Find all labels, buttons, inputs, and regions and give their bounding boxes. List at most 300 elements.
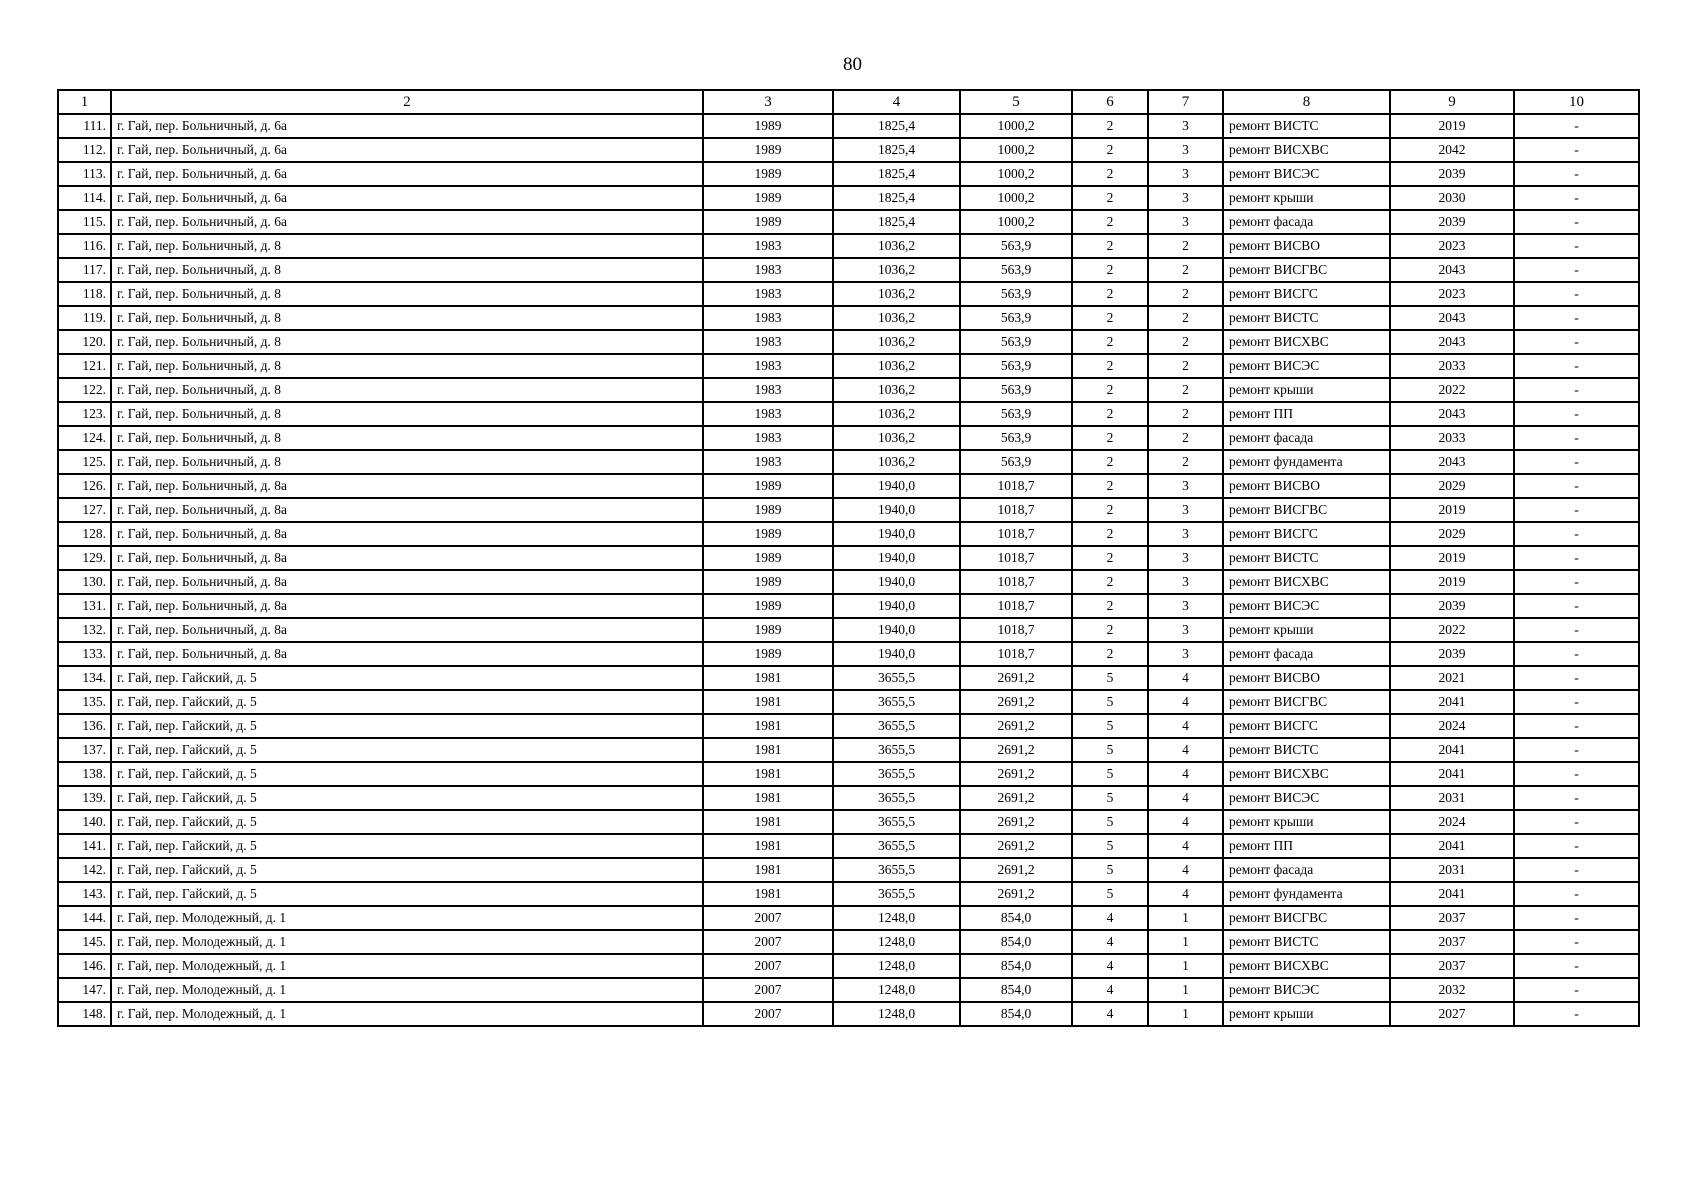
note-cell: - xyxy=(1514,522,1639,546)
entrances-cell: 3 xyxy=(1148,162,1223,186)
entrances-cell: 3 xyxy=(1148,570,1223,594)
row-number: 141. xyxy=(58,834,111,858)
planned-year-cell: 2024 xyxy=(1390,714,1514,738)
planned-year-cell: 2019 xyxy=(1390,546,1514,570)
column-header-3: 3 xyxy=(703,90,833,114)
page-number: 80 xyxy=(843,54,862,75)
floors-cell: 2 xyxy=(1072,258,1148,282)
total-area-cell: 1940,0 xyxy=(833,618,960,642)
year-built-cell: 1989 xyxy=(703,594,833,618)
year-built-cell: 1983 xyxy=(703,378,833,402)
total-area-cell: 1036,2 xyxy=(833,426,960,450)
year-built-cell: 2007 xyxy=(703,978,833,1002)
note-cell: - xyxy=(1514,954,1639,978)
table-row xyxy=(58,834,1639,858)
total-area-cell: 3655,5 xyxy=(833,762,960,786)
address-cell: г. Гай, пер. Молодежный, д. 1 xyxy=(111,978,703,1002)
floors-cell: 2 xyxy=(1072,498,1148,522)
floors-cell: 5 xyxy=(1072,762,1148,786)
floors-cell: 4 xyxy=(1072,1002,1148,1026)
note-cell: - xyxy=(1514,162,1639,186)
floors-cell: 5 xyxy=(1072,690,1148,714)
year-built-cell: 1983 xyxy=(703,306,833,330)
work-type-cell: ремонт ВИСЭС xyxy=(1223,354,1390,378)
floors-cell: 2 xyxy=(1072,402,1148,426)
planned-year-cell: 2031 xyxy=(1390,858,1514,882)
work-type-cell: ремонт ВИСХВС xyxy=(1223,330,1390,354)
year-built-cell: 1981 xyxy=(703,882,833,906)
planned-year-cell: 2033 xyxy=(1390,354,1514,378)
floors-cell: 5 xyxy=(1072,666,1148,690)
entrances-cell: 2 xyxy=(1148,282,1223,306)
year-built-cell: 1989 xyxy=(703,522,833,546)
entrances-cell: 1 xyxy=(1148,906,1223,930)
entrances-cell: 2 xyxy=(1148,234,1223,258)
living-area-cell: 1000,2 xyxy=(960,186,1072,210)
year-built-cell: 1983 xyxy=(703,426,833,450)
planned-year-cell: 2041 xyxy=(1390,834,1514,858)
floors-cell: 5 xyxy=(1072,786,1148,810)
row-number: 124. xyxy=(58,426,111,450)
year-built-cell: 1989 xyxy=(703,570,833,594)
total-area-cell: 1248,0 xyxy=(833,954,960,978)
year-built-cell: 1983 xyxy=(703,282,833,306)
total-area-cell: 1036,2 xyxy=(833,258,960,282)
row-number: 132. xyxy=(58,618,111,642)
row-number: 118. xyxy=(58,282,111,306)
total-area-cell: 1940,0 xyxy=(833,570,960,594)
floors-cell: 2 xyxy=(1072,474,1148,498)
note-cell: - xyxy=(1514,594,1639,618)
total-area-cell: 1825,4 xyxy=(833,162,960,186)
work-type-cell: ремонт ВИСХВС xyxy=(1223,954,1390,978)
planned-year-cell: 2043 xyxy=(1390,402,1514,426)
table-row xyxy=(58,498,1639,522)
total-area-cell: 1036,2 xyxy=(833,330,960,354)
entrances-cell: 1 xyxy=(1148,1002,1223,1026)
planned-year-cell: 2039 xyxy=(1390,210,1514,234)
table-row xyxy=(58,714,1639,738)
living-area-cell: 1018,7 xyxy=(960,522,1072,546)
planned-year-cell: 2033 xyxy=(1390,426,1514,450)
table-row xyxy=(58,426,1639,450)
living-area-cell: 563,9 xyxy=(960,354,1072,378)
table-row xyxy=(58,354,1639,378)
planned-year-cell: 2041 xyxy=(1390,690,1514,714)
work-type-cell: ремонт крыши xyxy=(1223,378,1390,402)
year-built-cell: 1981 xyxy=(703,810,833,834)
address-cell: г. Гай, пер. Больничный, д. 8а xyxy=(111,642,703,666)
entrances-cell: 3 xyxy=(1148,210,1223,234)
note-cell: - xyxy=(1514,138,1639,162)
column-header-1: 1 xyxy=(58,90,111,114)
note-cell: - xyxy=(1514,666,1639,690)
entrances-cell: 1 xyxy=(1148,954,1223,978)
work-type-cell: ремонт ВИСГС xyxy=(1223,282,1390,306)
address-cell: г. Гай, пер. Больничный, д. 8а xyxy=(111,618,703,642)
note-cell: - xyxy=(1514,1002,1639,1026)
entrances-cell: 4 xyxy=(1148,738,1223,762)
year-built-cell: 1983 xyxy=(703,330,833,354)
work-type-cell: ремонт ВИСТС xyxy=(1223,306,1390,330)
entrances-cell: 3 xyxy=(1148,546,1223,570)
address-cell: г. Гай, пер. Больничный, д. 6а xyxy=(111,210,703,234)
table-row xyxy=(58,762,1639,786)
table-row xyxy=(58,570,1639,594)
table-row xyxy=(58,882,1639,906)
address-cell: г. Гай, пер. Больничный, д. 6а xyxy=(111,114,703,138)
floors-cell: 4 xyxy=(1072,954,1148,978)
table-row xyxy=(58,978,1639,1002)
floors-cell: 5 xyxy=(1072,738,1148,762)
table-row xyxy=(58,690,1639,714)
address-cell: г. Гай, пер. Больничный, д. 8 xyxy=(111,402,703,426)
entrances-cell: 3 xyxy=(1148,498,1223,522)
entrances-cell: 2 xyxy=(1148,402,1223,426)
year-built-cell: 1989 xyxy=(703,162,833,186)
address-cell: г. Гай, пер. Гайский, д. 5 xyxy=(111,714,703,738)
floors-cell: 2 xyxy=(1072,450,1148,474)
table-body xyxy=(58,114,1639,1026)
table-row xyxy=(58,594,1639,618)
planned-year-cell: 2039 xyxy=(1390,594,1514,618)
living-area-cell: 854,0 xyxy=(960,978,1072,1002)
living-area-cell: 1000,2 xyxy=(960,138,1072,162)
floors-cell: 5 xyxy=(1072,714,1148,738)
entrances-cell: 2 xyxy=(1148,306,1223,330)
planned-year-cell: 2037 xyxy=(1390,930,1514,954)
total-area-cell: 1036,2 xyxy=(833,402,960,426)
living-area-cell: 854,0 xyxy=(960,954,1072,978)
address-cell: г. Гай, пер. Больничный, д. 8 xyxy=(111,378,703,402)
address-cell: г. Гай, пер. Больничный, д. 8а xyxy=(111,594,703,618)
row-number: 145. xyxy=(58,930,111,954)
total-area-cell: 1036,2 xyxy=(833,282,960,306)
planned-year-cell: 2037 xyxy=(1390,906,1514,930)
table-row xyxy=(58,546,1639,570)
entrances-cell: 2 xyxy=(1148,378,1223,402)
address-cell: г. Гай, пер. Молодежный, д. 1 xyxy=(111,906,703,930)
row-number: 144. xyxy=(58,906,111,930)
floors-cell: 2 xyxy=(1072,114,1148,138)
address-cell: г. Гай, пер. Гайский, д. 5 xyxy=(111,834,703,858)
planned-year-cell: 2021 xyxy=(1390,666,1514,690)
floors-cell: 5 xyxy=(1072,858,1148,882)
row-number: 113. xyxy=(58,162,111,186)
note-cell: - xyxy=(1514,858,1639,882)
table-row xyxy=(58,1002,1639,1026)
address-cell: г. Гай, пер. Больничный, д. 8 xyxy=(111,306,703,330)
total-area-cell: 1940,0 xyxy=(833,474,960,498)
living-area-cell: 854,0 xyxy=(960,930,1072,954)
entrances-cell: 4 xyxy=(1148,690,1223,714)
note-cell: - xyxy=(1514,450,1639,474)
row-number: 125. xyxy=(58,450,111,474)
row-number: 122. xyxy=(58,378,111,402)
work-type-cell: ремонт ВИСХВС xyxy=(1223,570,1390,594)
floors-cell: 2 xyxy=(1072,138,1148,162)
year-built-cell: 2007 xyxy=(703,1002,833,1026)
note-cell: - xyxy=(1514,546,1639,570)
work-type-cell: ремонт ПП xyxy=(1223,402,1390,426)
table-row xyxy=(58,858,1639,882)
work-type-cell: ремонт ВИСГВС xyxy=(1223,906,1390,930)
year-built-cell: 1981 xyxy=(703,786,833,810)
column-header-10: 10 xyxy=(1514,90,1639,114)
planned-year-cell: 2043 xyxy=(1390,450,1514,474)
planned-year-cell: 2043 xyxy=(1390,306,1514,330)
row-number: 147. xyxy=(58,978,111,1002)
year-built-cell: 1989 xyxy=(703,546,833,570)
row-number: 138. xyxy=(58,762,111,786)
note-cell: - xyxy=(1514,738,1639,762)
entrances-cell: 3 xyxy=(1148,114,1223,138)
row-number: 126. xyxy=(58,474,111,498)
work-type-cell: ремонт ВИСЭС xyxy=(1223,162,1390,186)
total-area-cell: 1248,0 xyxy=(833,930,960,954)
address-cell: г. Гай, пер. Больничный, д. 8а xyxy=(111,522,703,546)
planned-year-cell: 2027 xyxy=(1390,1002,1514,1026)
total-area-cell: 1825,4 xyxy=(833,138,960,162)
planned-year-cell: 2030 xyxy=(1390,186,1514,210)
row-number: 137. xyxy=(58,738,111,762)
note-cell: - xyxy=(1514,786,1639,810)
work-type-cell: ремонт фасада xyxy=(1223,858,1390,882)
note-cell: - xyxy=(1514,570,1639,594)
row-number: 140. xyxy=(58,810,111,834)
living-area-cell: 1018,7 xyxy=(960,498,1072,522)
year-built-cell: 2007 xyxy=(703,906,833,930)
note-cell: - xyxy=(1514,498,1639,522)
year-built-cell: 1983 xyxy=(703,402,833,426)
year-built-cell: 1983 xyxy=(703,258,833,282)
table-row xyxy=(58,330,1639,354)
work-type-cell: ремонт ВИСТС xyxy=(1223,546,1390,570)
note-cell: - xyxy=(1514,906,1639,930)
note-cell: - xyxy=(1514,234,1639,258)
work-type-cell: ремонт ВИСЭС xyxy=(1223,978,1390,1002)
table-row xyxy=(58,282,1639,306)
note-cell: - xyxy=(1514,834,1639,858)
note-cell: - xyxy=(1514,690,1639,714)
year-built-cell: 1981 xyxy=(703,738,833,762)
year-built-cell: 1989 xyxy=(703,498,833,522)
year-built-cell: 1989 xyxy=(703,138,833,162)
table-row xyxy=(58,642,1639,666)
floors-cell: 2 xyxy=(1072,306,1148,330)
entrances-cell: 3 xyxy=(1148,474,1223,498)
note-cell: - xyxy=(1514,306,1639,330)
row-number: 143. xyxy=(58,882,111,906)
repair-schedule-table xyxy=(57,89,1640,1027)
table-row xyxy=(58,378,1639,402)
note-cell: - xyxy=(1514,474,1639,498)
planned-year-cell: 2019 xyxy=(1390,498,1514,522)
entrances-cell: 3 xyxy=(1148,594,1223,618)
floors-cell: 2 xyxy=(1072,162,1148,186)
living-area-cell: 854,0 xyxy=(960,906,1072,930)
planned-year-cell: 2041 xyxy=(1390,738,1514,762)
row-number: 136. xyxy=(58,714,111,738)
column-header-4: 4 xyxy=(833,90,960,114)
floors-cell: 2 xyxy=(1072,354,1148,378)
work-type-cell: ремонт ВИСТС xyxy=(1223,738,1390,762)
year-built-cell: 1981 xyxy=(703,834,833,858)
entrances-cell: 4 xyxy=(1148,810,1223,834)
table-row xyxy=(58,402,1639,426)
floors-cell: 2 xyxy=(1072,186,1148,210)
entrances-cell: 2 xyxy=(1148,450,1223,474)
total-area-cell: 1036,2 xyxy=(833,450,960,474)
entrances-cell: 2 xyxy=(1148,330,1223,354)
planned-year-cell: 2029 xyxy=(1390,474,1514,498)
note-cell: - xyxy=(1514,762,1639,786)
work-type-cell: ремонт ВИСВО xyxy=(1223,474,1390,498)
address-cell: г. Гай, пер. Молодежный, д. 1 xyxy=(111,954,703,978)
living-area-cell: 563,9 xyxy=(960,234,1072,258)
note-cell: - xyxy=(1514,618,1639,642)
work-type-cell: ремонт ВИСГВС xyxy=(1223,258,1390,282)
work-type-cell: ремонт ВИСГВС xyxy=(1223,690,1390,714)
address-cell: г. Гай, пер. Гайский, д. 5 xyxy=(111,786,703,810)
floors-cell: 4 xyxy=(1072,978,1148,1002)
floors-cell: 2 xyxy=(1072,378,1148,402)
column-header-5: 5 xyxy=(960,90,1072,114)
row-number: 129. xyxy=(58,546,111,570)
total-area-cell: 1825,4 xyxy=(833,114,960,138)
living-area-cell: 2691,2 xyxy=(960,666,1072,690)
entrances-cell: 2 xyxy=(1148,258,1223,282)
column-header-8: 8 xyxy=(1223,90,1390,114)
work-type-cell: ремонт ВИСХВС xyxy=(1223,138,1390,162)
living-area-cell: 1018,7 xyxy=(960,546,1072,570)
row-number: 139. xyxy=(58,786,111,810)
row-number: 148. xyxy=(58,1002,111,1026)
total-area-cell: 3655,5 xyxy=(833,882,960,906)
total-area-cell: 3655,5 xyxy=(833,786,960,810)
address-cell: г. Гай, пер. Гайский, д. 5 xyxy=(111,762,703,786)
year-built-cell: 1983 xyxy=(703,234,833,258)
work-type-cell: ремонт ВИСВО xyxy=(1223,234,1390,258)
row-number: 112. xyxy=(58,138,111,162)
address-cell: г. Гай, пер. Больничный, д. 6а xyxy=(111,162,703,186)
row-number: 135. xyxy=(58,690,111,714)
living-area-cell: 2691,2 xyxy=(960,834,1072,858)
address-cell: г. Гай, пер. Больничный, д. 8а xyxy=(111,570,703,594)
floors-cell: 5 xyxy=(1072,882,1148,906)
year-built-cell: 1989 xyxy=(703,642,833,666)
row-number: 133. xyxy=(58,642,111,666)
total-area-cell: 3655,5 xyxy=(833,666,960,690)
address-cell: г. Гай, пер. Молодежный, д. 1 xyxy=(111,930,703,954)
floors-cell: 2 xyxy=(1072,234,1148,258)
row-number: 131. xyxy=(58,594,111,618)
year-built-cell: 1981 xyxy=(703,690,833,714)
entrances-cell: 2 xyxy=(1148,354,1223,378)
address-cell: г. Гай, пер. Больничный, д. 6а xyxy=(111,186,703,210)
note-cell: - xyxy=(1514,282,1639,306)
address-cell: г. Гай, пер. Больничный, д. 8 xyxy=(111,282,703,306)
year-built-cell: 1989 xyxy=(703,210,833,234)
living-area-cell: 1018,7 xyxy=(960,474,1072,498)
living-area-cell: 563,9 xyxy=(960,450,1072,474)
year-built-cell: 1981 xyxy=(703,762,833,786)
header-row xyxy=(58,90,1639,114)
note-cell: - xyxy=(1514,114,1639,138)
work-type-cell: ремонт фасада xyxy=(1223,642,1390,666)
year-built-cell: 1981 xyxy=(703,858,833,882)
total-area-cell: 1036,2 xyxy=(833,234,960,258)
entrances-cell: 4 xyxy=(1148,834,1223,858)
floors-cell: 2 xyxy=(1072,618,1148,642)
work-type-cell: ремонт ВИСХВС xyxy=(1223,762,1390,786)
living-area-cell: 2691,2 xyxy=(960,762,1072,786)
year-built-cell: 2007 xyxy=(703,954,833,978)
address-cell: г. Гай, пер. Больничный, д. 8а xyxy=(111,546,703,570)
row-number: 130. xyxy=(58,570,111,594)
note-cell: - xyxy=(1514,354,1639,378)
total-area-cell: 1940,0 xyxy=(833,642,960,666)
living-area-cell: 854,0 xyxy=(960,1002,1072,1026)
planned-year-cell: 2024 xyxy=(1390,810,1514,834)
total-area-cell: 1248,0 xyxy=(833,1002,960,1026)
table-row xyxy=(58,210,1639,234)
living-area-cell: 1018,7 xyxy=(960,594,1072,618)
table-row xyxy=(58,810,1639,834)
total-area-cell: 1825,4 xyxy=(833,186,960,210)
table-row xyxy=(58,954,1639,978)
living-area-cell: 2691,2 xyxy=(960,810,1072,834)
floors-cell: 2 xyxy=(1072,594,1148,618)
row-number: 117. xyxy=(58,258,111,282)
year-built-cell: 1981 xyxy=(703,666,833,690)
planned-year-cell: 2043 xyxy=(1390,258,1514,282)
address-cell: г. Гай, пер. Гайский, д. 5 xyxy=(111,690,703,714)
work-type-cell: ремонт фундамента xyxy=(1223,882,1390,906)
row-number: 123. xyxy=(58,402,111,426)
year-built-cell: 1989 xyxy=(703,618,833,642)
living-area-cell: 2691,2 xyxy=(960,690,1072,714)
address-cell: г. Гай, пер. Больничный, д. 8 xyxy=(111,450,703,474)
table-row xyxy=(58,162,1639,186)
row-number: 127. xyxy=(58,498,111,522)
note-cell: - xyxy=(1514,210,1639,234)
total-area-cell: 1940,0 xyxy=(833,522,960,546)
work-type-cell: ремонт ВИСГВС xyxy=(1223,498,1390,522)
total-area-cell: 1825,4 xyxy=(833,210,960,234)
note-cell: - xyxy=(1514,402,1639,426)
work-type-cell: ремонт фасада xyxy=(1223,210,1390,234)
planned-year-cell: 2029 xyxy=(1390,522,1514,546)
living-area-cell: 563,9 xyxy=(960,378,1072,402)
address-cell: г. Гай, пер. Гайский, д. 5 xyxy=(111,882,703,906)
table-row xyxy=(58,234,1639,258)
floors-cell: 2 xyxy=(1072,522,1148,546)
total-area-cell: 1940,0 xyxy=(833,546,960,570)
work-type-cell: ремонт крыши xyxy=(1223,618,1390,642)
planned-year-cell: 2022 xyxy=(1390,378,1514,402)
work-type-cell: ремонт ВИСТС xyxy=(1223,114,1390,138)
address-cell: г. Гай, пер. Гайский, д. 5 xyxy=(111,666,703,690)
living-area-cell: 563,9 xyxy=(960,306,1072,330)
address-cell: г. Гай, пер. Больничный, д. 6а xyxy=(111,138,703,162)
total-area-cell: 3655,5 xyxy=(833,714,960,738)
table-row xyxy=(58,666,1639,690)
floors-cell: 5 xyxy=(1072,834,1148,858)
total-area-cell: 1248,0 xyxy=(833,978,960,1002)
living-area-cell: 2691,2 xyxy=(960,786,1072,810)
note-cell: - xyxy=(1514,642,1639,666)
